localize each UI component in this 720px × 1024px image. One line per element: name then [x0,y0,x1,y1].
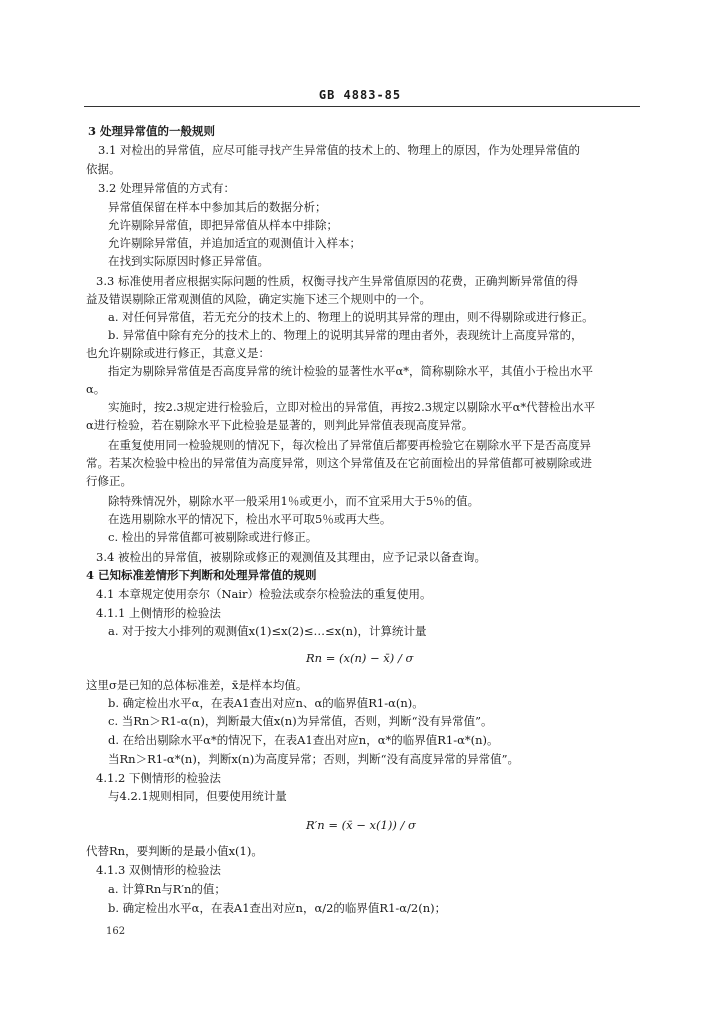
text-line: b. 异常值中除有充分的技术上的、物理上的说明其异常的理由者外，表现统计上高度异常的， [108,328,583,342]
text-line: 实施时，按2.3规定进行检验后，立即对检出的异常值，再按2.3规定以剔除水平α*代替检出水平 [108,400,596,414]
section-heading: 3 处理异常值的一般规则 [88,124,216,138]
text-line: 3.2 处理异常值的方式有： [98,181,235,195]
text-line: 依据。 [86,162,121,176]
text-line: α。 [86,382,106,396]
page-header: GB 4883-85 [318,88,402,102]
text-line: 这里σ是已知的总体标准差，x̄是样本均值。 [86,678,308,692]
section-heading: 4 已知标准差情形下判断和处理异常值的规则 [86,568,317,582]
text-line: 当Rn＞R1-α*(n)，判断x(n)为高度异常；否则，判断“没有高度异常的异常值”。 [108,752,519,766]
text-line: 3.4 被检出的异常值，被剔除或修正的观测值及其理由，应予记录以备查询。 [96,550,486,564]
text-line: 行修正。 [86,474,132,488]
text-line: 3.1 对检出的异常值，应尽可能寻找产生异常值的技术上的、物理上的原因，作为处理异常值的 [98,143,580,157]
text-line: 在选用剔除水平的情况下，检出水平可取5％或再大些。 [108,512,392,526]
equation-rn: Rn = (x(n) − x̄) / σ [306,651,414,665]
text-line: 4.1.1 上侧情形的检验法 [96,606,221,620]
text-line: 4.1.2 下侧情形的检验法 [96,771,221,785]
text-line: c. 检出的异常值都可被剔除或进行修正。 [108,530,318,544]
text-line: a. 对于按大小排列的观测值x(1)≤x(2)≤…≤x(n)，计算统计量 [108,624,427,638]
header-rule [84,106,640,107]
text-line: c. 当Rn＞R1-α(n)，判断最大值x(n)为异常值，否则，判断“没有异常值”。 [108,714,493,728]
equation-rn-prime: R′n = (x̄ − x(1)) / σ [306,818,416,832]
text-line: d. 在给出剔除水平α*的情况下，在表A1查出对应n，α*的临界值R1-α*(n)。 [108,733,499,747]
text-line: a. 对任何异常值，若无充分的技术上的、物理上的说明其异常的理由，则不得剔除或进行修正。 [108,310,594,324]
text-line: 也允许剔除或进行修正，其意义是： [86,346,270,360]
page-number: 162 [106,926,126,937]
text-line: 4.1.3 双侧情形的检验法 [96,863,221,877]
text-line: α进行检验，若在剔除水平下此检验是显著的，则判此异常值表现高度异常。 [86,418,474,432]
text-line: 允许剔除异常值，即把异常值从样本中排除； [108,218,338,232]
text-line: 常。若某次检验中检出的异常值为高度异常，则这个异常值及在它前面检出的异常值都可被剔除或进 [86,456,592,470]
text-line: 异常值保留在样本中参加其后的数据分析； [108,200,327,214]
text-line: 允许剔除异常值，并追加适宜的观测值计入样本； [108,236,361,250]
text-line: 指定为剔除异常值是否高度异常的统计检验的显著性水平α*，简称剔除水平，其值小于检出水平 [108,364,594,378]
text-line: b. 确定检出水平α，在表A1查出对应n，α/2的临界值R1-α/2(n)； [108,901,447,915]
text-line: b. 确定检出水平α，在表A1查出对应n、α的临界值R1-α(n)。 [108,696,424,710]
text-line: 4.1 本章规定使用奈尔（Nair）检验法或奈尔检验法的重复使用。 [96,587,432,601]
text-line: 3.3 标准使用者应根据实际问题的性质，权衡寻找产生异常值原因的花费，正确判断异常值的得 [96,274,578,288]
text-line: 除特殊情况外，剔除水平一般采用1％或更小，而不宜采用大于5％的值。 [108,494,480,508]
text-line: 在找到实际原因时修正异常值。 [108,254,269,268]
text-line: 代替Rn，要判断的是最小值x(1)。 [86,844,263,858]
text-line: 益及错误剔除正常观测值的风险，确定实施下述三个规则中的一个。 [86,292,431,306]
text-line: a. 计算Rn与R′n的值； [108,882,226,896]
text-line: 在重复使用同一检验规则的情况下，每次检出了异常值后都要再检验它在剔除水平下是否高度异 [108,438,591,452]
text-line: 与4.2.1规则相同，但要使用统计量 [108,789,287,803]
